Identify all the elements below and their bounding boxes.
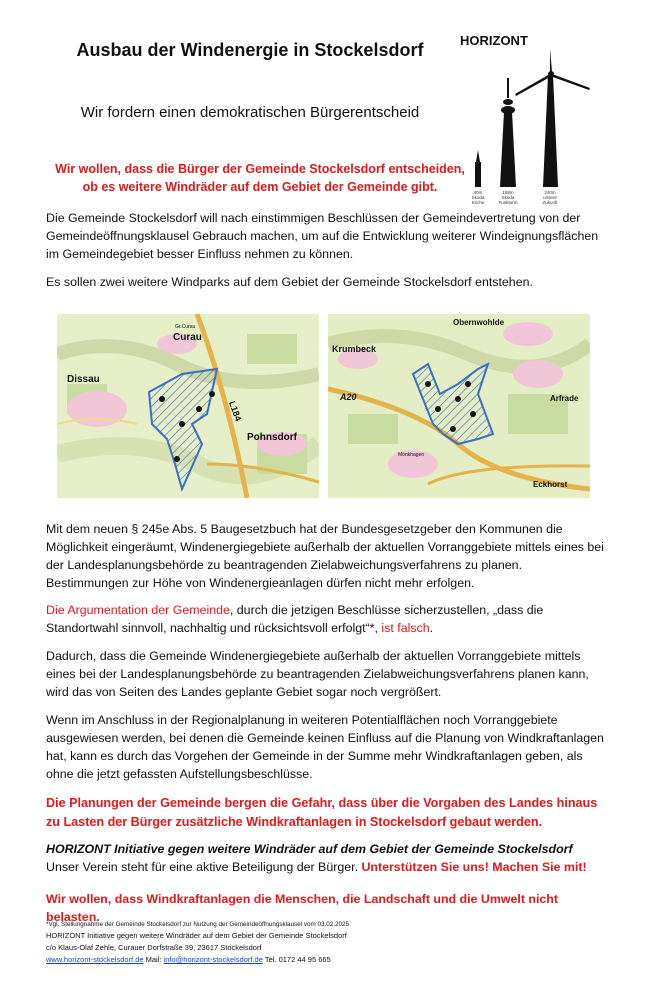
paragraph-closing: Wir wollen, dass Windkraftanlagen die Menschen, die Landschaft und die Umwelt nicht belasten. — [46, 892, 558, 924]
map-label-eckhorst: Eckhorst — [533, 480, 568, 489]
logo-caption-tower: 158m Skoda Funkturm — [498, 190, 518, 205]
footer-note: *Vgl. Stellungnahme der Gemeinde Stockelsdorf zur Nutzung der Gemeindeöffnungsklausel vom 03.02.2025 — [46, 921, 350, 928]
paragraph-regionalplanung: Wenn im Anschluss in der Regionalplanung in weiteren Potentialflächen noch Vorranggebiete ausgewiesen werden, bei denen die Gemeinde keinen Einfluss auf die Planung von Windkraftanlagen hat, kann es durch das Vorgehen der Gemeinde in der Summe mehr Windkraftanlagen geben, als ohne die jetzt gefassten Aufstellungsbeschlüsse. — [46, 713, 604, 781]
map-krumbeck-arfrade — [328, 314, 590, 498]
map-label-monkhagen: Mönkhagen — [398, 452, 425, 458]
map-label-a20: A20 — [340, 392, 357, 402]
horizont-logo-text: HORIZONT — [460, 33, 528, 48]
map-label-pohnsdorf: Pohnsdorf — [247, 432, 297, 443]
map-curau-dissau — [57, 314, 319, 498]
paragraph-intro: Die Gemeinde Stockelsdorf will nach einstimmigen Beschlüssen der Gemeindevertretung von der Gemeindeöffnungsklausel Gebrauch machen, um auf die Entwicklung weiterer Windeignungsflächen im Gemeindegebiet besser Einfluss nehmen zu können. — [46, 211, 599, 261]
page-title: Ausbau der Windenergie in Stockelsdorf — [76, 40, 424, 60]
map-label-arfrade: Arfrade — [550, 394, 579, 403]
map-label-dissau: Dissau — [67, 374, 100, 385]
map-label-road: L184 — [227, 399, 244, 423]
lead-statement: Wir wollen, dass die Bürger der Gemeinde Stockelsdorf entscheiden, ob es weitere Windräder auf dem Gebiet der Gemeinde gibt. — [55, 162, 465, 194]
paragraph-windparks: Es sollen zwei weitere Windparks auf dem Gebiet der Gemeinde Stockelsdorf entstehen. — [46, 275, 533, 289]
paragraph-argumentation: Die Argumentation der Gemeinde, durch die jetzigen Beschlüsse sicherzustellen, „dass die Standortwahl sinnvoll, nachhaltig und rücksichtsvoll erfolgt“*, ist falsch. — [46, 603, 544, 635]
paragraph-gefahr: Die Planungen der Gemeinde bergen die Gefahr, dass über die Vorgaben des Landes hinaus zu Lasten der Bürger zusätzliche Windkraftanlagen in Stockelsdorf gebaut werden. — [46, 796, 598, 829]
logo-caption-turbine: 240m unsere Zukunft — [542, 190, 558, 205]
footer-address: c/o Klaus-Olaf Zehle, Curauer Dorfstraße 39, 23617 Stockelsdorf — [46, 943, 262, 952]
map-label-small: Gr.Curau — [175, 324, 196, 330]
map-label-obernwohlde: Obernwohlde — [453, 318, 505, 327]
map-label-curau: Curau — [173, 332, 202, 343]
footer-website-link[interactable]: www.horizont-stockelsdorf.de — [46, 955, 144, 964]
map-label-krumbeck: Krumbeck — [332, 344, 377, 354]
footer-contact: www.horizont-stockelsdorf.de Mail: info@horizont-stockelsdorf.de Tel. 0172 44 95 665 — [46, 955, 331, 964]
paragraph-vergroessert: Dadurch, dass die Gemeinde Windenergiegebiete außerhalb der aktuellen Vorranggebiete mittels eines bei der Landesplanungsbehörde zu beantragenden Zielabweichungsverfahrens planen kann, wird das von Seiten des Landes geplante Gebiet sogar noch vergrößert. — [46, 649, 589, 699]
logo-caption-church: 40m Skoda Kirche — [471, 190, 485, 205]
paragraph-baugesetzbuch: Mit dem neuen § 245e Abs. 5 Baugesetzbuch hat der Bundesgesetzgeber den Kommunen die Möglichkeit eingeräumt, Windenergiegebiete außerhalb der aktuellen Vorranggebiete mittels eines bei der Landesplanungsbehörde zu beantragenden Zielabweichungsverfahrens zu planen. Bestimmungen zur Höhe von Windenergieanlagen dürfen nicht mehr erfolgen. — [46, 522, 604, 590]
page-subtitle: Wir fordern einen demokratischen Bürgerentscheid — [80, 104, 420, 121]
paragraph-horizont: HORIZONT Initiative gegen weitere Windräder auf dem Gebiet der Gemeinde Stockelsdorf Unser Verein steht für eine aktive Beteiligung der Bürger. Unterstützen Sie uns! Machen Sie mit! — [46, 842, 587, 874]
footer-org: HORIZONT Initiative gegen weitere Windräder auf dem Gebiet der Gemeinde Stockelsdorf — [46, 931, 347, 940]
footer-email-link[interactable]: info@horizont-stockelsdorf.de — [163, 955, 263, 964]
